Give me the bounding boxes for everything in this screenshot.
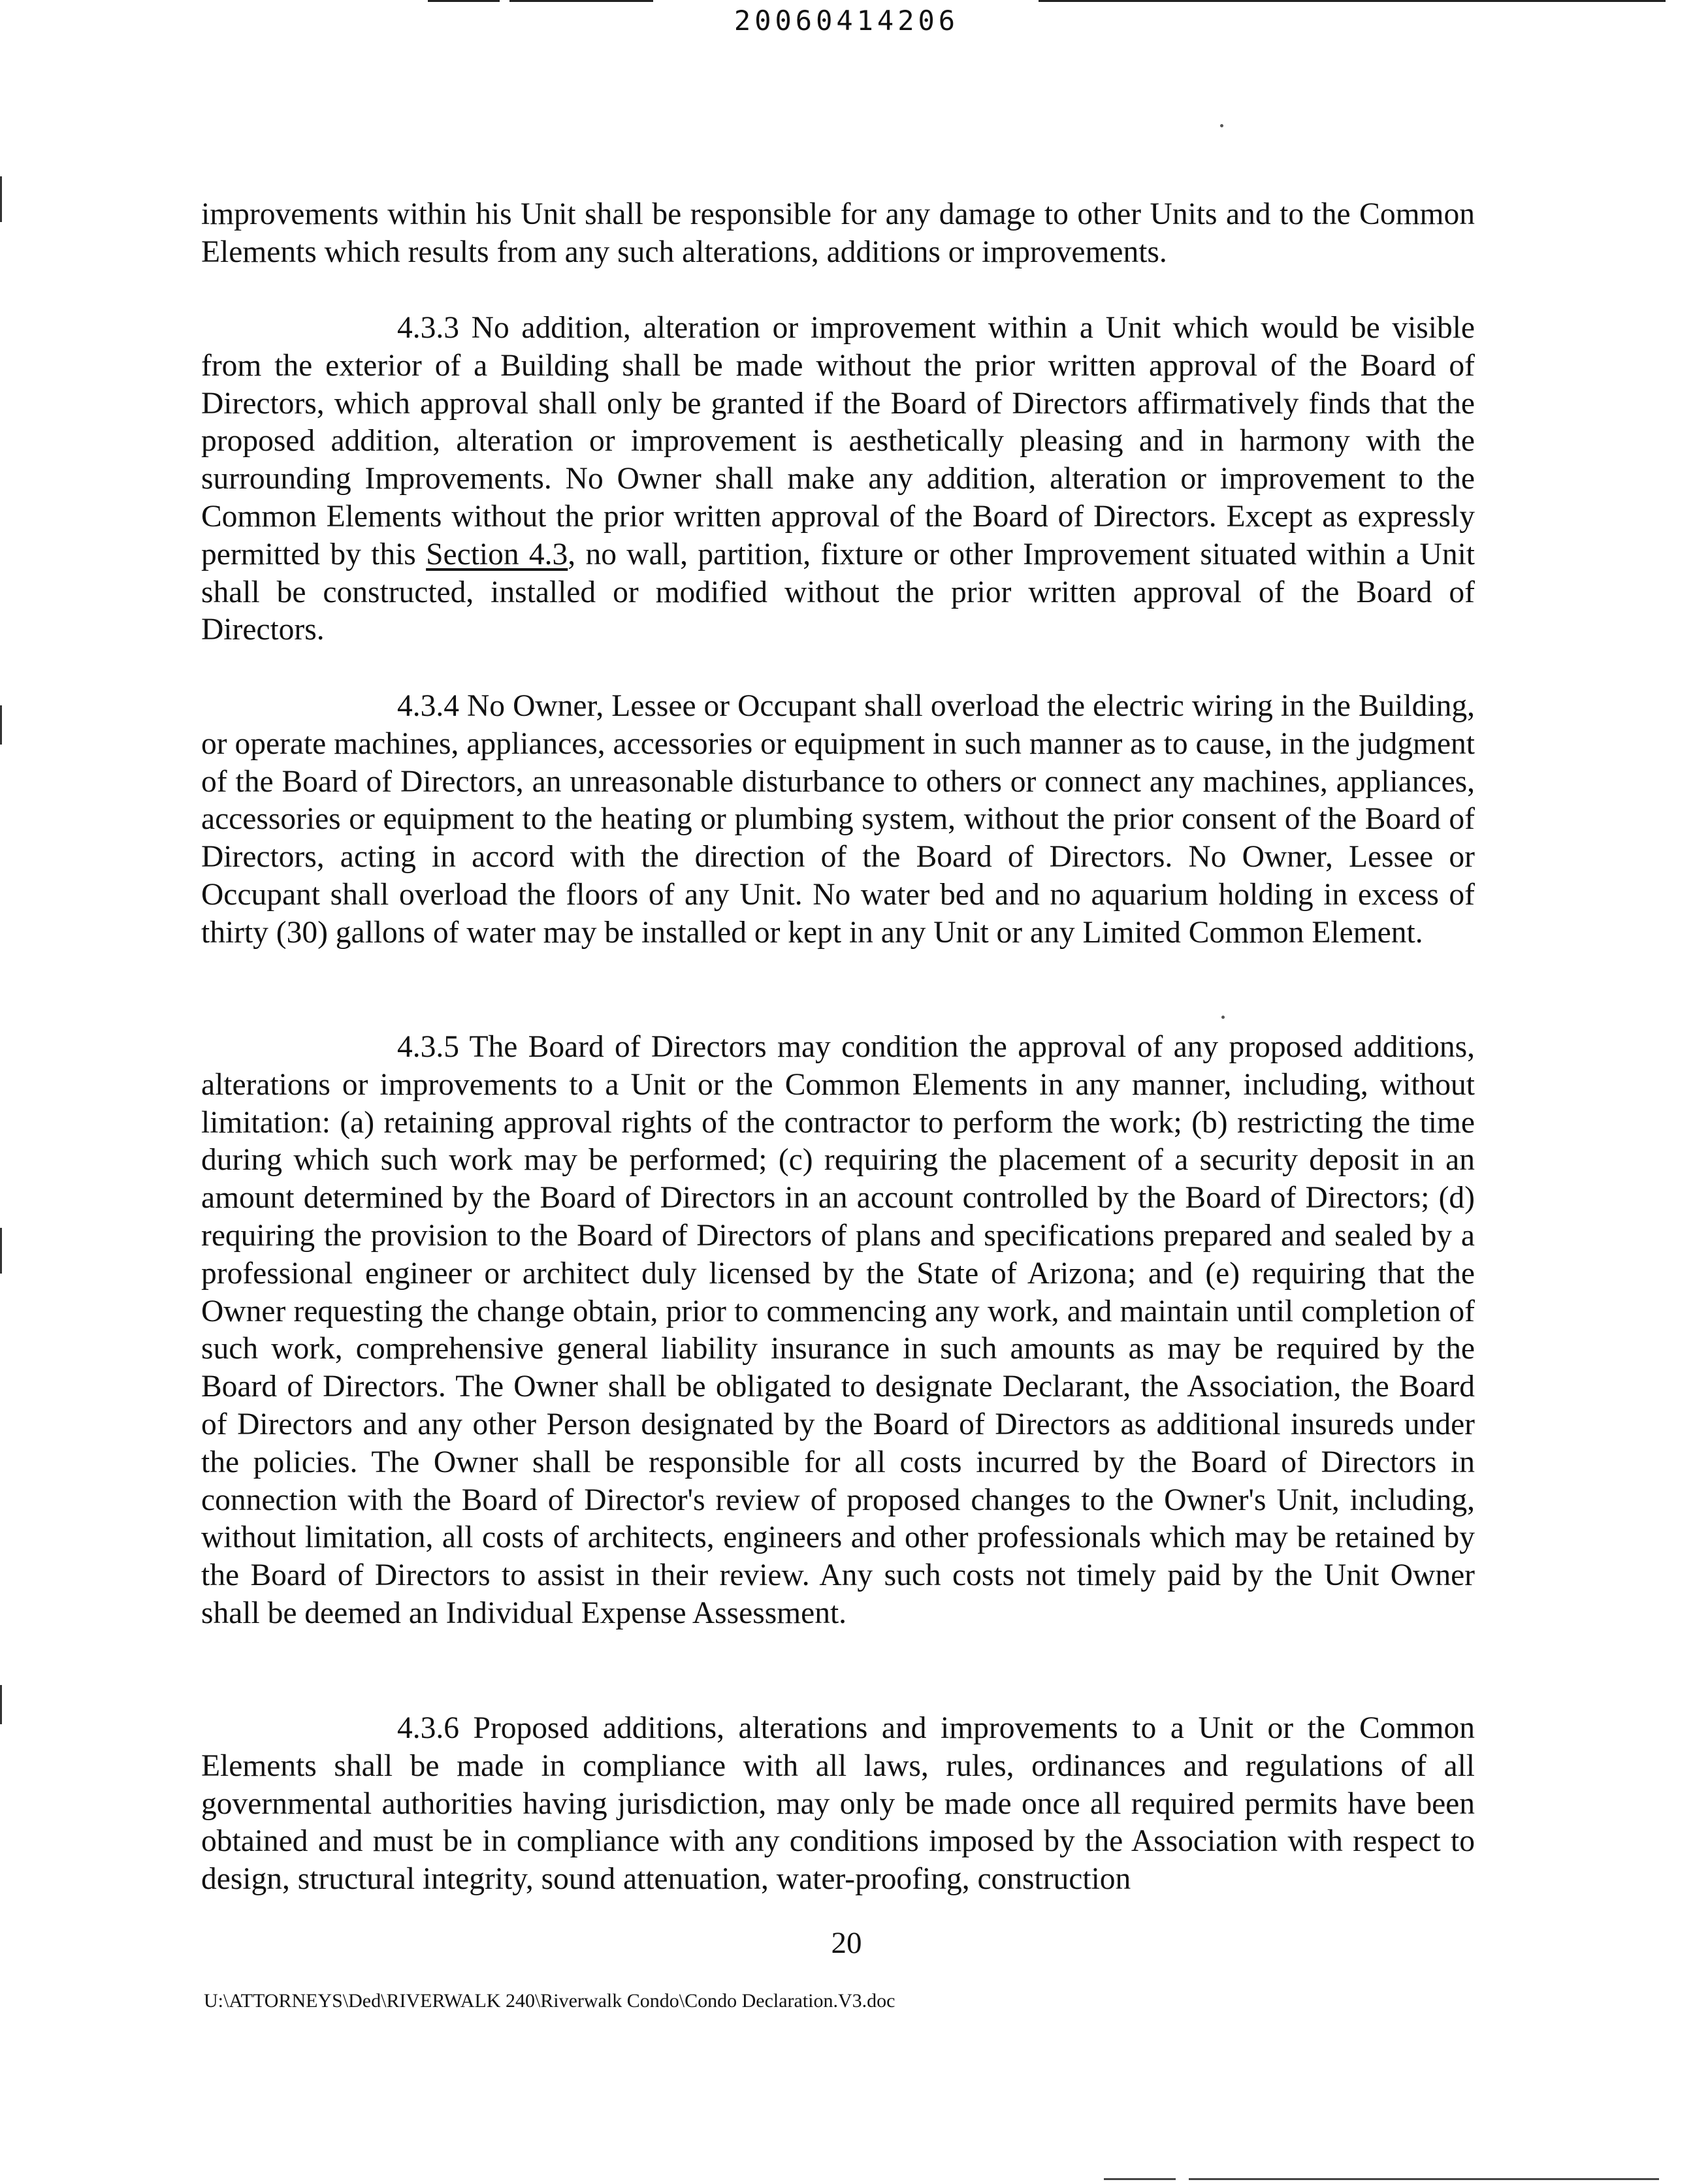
paragraph-text: No Owner, Lessee or Occupant shall overload the electric wiring in the Building, or operate machines, appliances, accessories or equipment in such manner as to cause, in the judgment of the Board of Directors, an unreasonable disturbance to others or connect any machines, appliances, accessories or equipment to the heating or plumbing system, without the prior consent of the Board of Directors, acting in accord with the direction of the Board of Directors. No Owner, Lessee or Occupant shall overload the floors of any Unit. No water bed and no aquarium holding in excess of thirty (30) gallons of water may be installed or kept in any Unit or any Limited Common Element.: [201, 689, 1475, 950]
paragraph-4-3-5: [201, 1029, 1475, 1633]
section-reference-link: Section 4.3: [426, 537, 568, 571]
scan-edge-mark: [0, 176, 2, 222]
scan-top-rule-left: [428, 0, 500, 2]
paragraph-4-3-4: [201, 688, 1475, 952]
paragraph-text: improvements within his Unit shall be responsible for any damage to other Units and to the Common Elements which results from any such alterations, additions or improvements.: [201, 197, 1475, 269]
paragraph-continued: [201, 196, 1475, 272]
paragraph-4-3-6: [201, 1710, 1475, 1899]
section-number: 4.3.5: [397, 1030, 459, 1064]
section-number: 4.3.3: [397, 311, 459, 345]
scan-edge-mark: [0, 1685, 2, 1724]
scan-bottom-rule: [1104, 2178, 1176, 2180]
paragraph-text: Proposed additions, alterations and improvements to a Unit or the Common Elements shall be made in compliance with all laws, rules, ordinances and regulations of all governmental authorities having jurisdiction, may only be made once all required permits have been obtained and must be in compliance with any conditions imposed by the Association with respect to design, structural integrity, sound attenuation, water-proofing, construction: [201, 1711, 1475, 1897]
recording-number: 20060414206: [734, 5, 959, 37]
scan-speck: [1220, 124, 1223, 127]
paragraph-4-3-3: [201, 310, 1475, 649]
scan-speck: [1221, 1016, 1225, 1019]
paragraph-text: The Board of Directors may condition the approval of any proposed additions, alterations or improvements to a Unit or the Common Elements in any manner, including, without limitation: (a) retaining approval rights of the contractor to perform the work; (b) restricting the time during which such work may be performed; (c) requiring the placement of a security deposit in an amount determined by the Board of Directors in an account controlled by the Board of Directors; (d) requiring the provision to the Board of Directors of plans and specifications prepared and sealed by a professional engineer or architect duly licensed by the State of Arizona; and (e) requiring that the Owner requesting the change obtain, prior to commencing any work, and maintain until completion of such work, comprehensive general liability insurance in such amounts as may be required by the Board of Directors. The Owner shall be obligated to designate Declarant, the Association, the Board of Directors and any other Person designated by the Board of Directors as additional insureds under the policies. The Owner shall be responsible for all costs incurred by the Board of Directors in connection with the Board of Director's review of proposed changes to the Owner's Unit, including, without limitation, all costs of architects, engineers and other professionals which may be retained by the Board of Directors to assist in their review. Any such costs not timely paid by the Unit Owner shall be deemed an Individual Expense Assessment.: [201, 1030, 1475, 1630]
scan-top-rule-mid: [509, 0, 653, 2]
paragraph-text: No addition, alteration or improvement within a Unit which would be visible from the exterior of a Building shall be made without the prior written approval of the Board of Directors, which approval shall only be granted if the Board of Directors affirmatively finds that the proposed addition, alteration or improvement is aesthetically pleasing and in harmony with the surrounding Improvements. No Owner shall make any addition, alteration or improvement to the Common Elements without the prior written approval of the Board of Directors. Except as expressly permitted by this: [201, 311, 1475, 571]
scan-edge-mark: [0, 1228, 2, 1274]
section-number: 4.3.4: [397, 689, 459, 723]
document-file-path: U:\ATTORNEYS\Ded\RIVERWALK 240\Riverwalk Condo\Condo Declaration.V3.doc: [204, 1990, 895, 2012]
scan-edge-mark: [0, 705, 2, 745]
page-number: 20: [831, 1926, 862, 1960]
paragraph-text: , no wall, partition, fixture or other Improvement situated within a Unit shall be constructed, installed or modified without the prior written approval of the Board of Directors.: [201, 537, 1475, 647]
scan-top-rule-right: [1039, 0, 1666, 2]
scan-bottom-rule: [1189, 2178, 1659, 2180]
section-number: 4.3.6: [397, 1711, 459, 1745]
